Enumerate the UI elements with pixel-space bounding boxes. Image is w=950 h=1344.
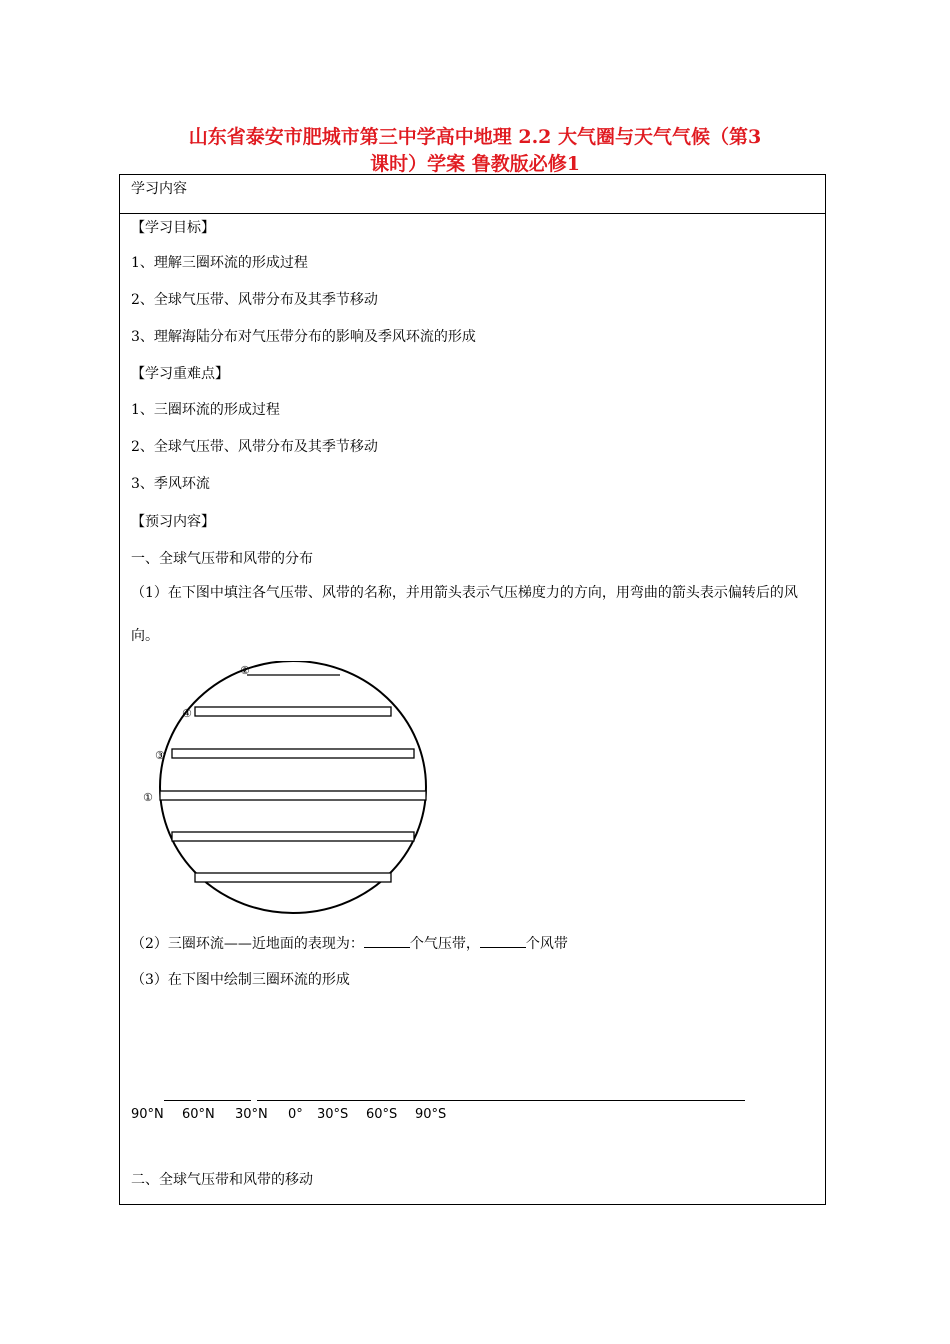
section-2-title: 二、全球气压带和风带的移动	[131, 1172, 313, 1188]
drawing-baseline-right	[257, 1100, 745, 1101]
header-divider	[120, 213, 825, 214]
q2-text-1: （2）三圈环流——近地面的表现为：	[131, 936, 364, 952]
section-1-title: 一、全球气压带和风带的分布	[131, 551, 313, 567]
lat-0: 0°	[288, 1107, 303, 1122]
drawing-baseline-left	[164, 1100, 251, 1101]
q2-text-3: 个风带	[525, 936, 568, 952]
marker-2: ②	[240, 664, 250, 677]
lat-90n: 90°N	[131, 1107, 164, 1122]
goal-item-2: 2、全球气压带、风带分布及其季节移动	[131, 292, 378, 308]
lat-60n: 60°N	[182, 1107, 215, 1122]
lat-90s: 90°S	[415, 1107, 447, 1122]
key-point-1: 1、三圈环流的形成过程	[131, 402, 280, 418]
lat-30n: 30°N	[235, 1107, 268, 1122]
key-points-heading: 【学习重难点】	[131, 366, 229, 382]
table-header: 学习内容	[131, 181, 187, 197]
question-2	[131, 933, 568, 954]
marker-4: ④	[182, 707, 192, 720]
goals-heading: 【学习目标】	[131, 220, 215, 236]
title-line-2: 课时）学案 鲁教版必修1	[370, 153, 580, 175]
lat-30s: 30°S	[317, 1107, 349, 1122]
belt-equator	[160, 791, 426, 800]
preview-heading: 【预习内容】	[131, 514, 215, 530]
question-1: （1）在下图中填注各气压带、风带的名称，并用箭头表示气压梯度力的方向，用弯曲的箭头表示偏转后的风向。	[131, 585, 798, 644]
belt-30n	[172, 749, 414, 758]
marker-1: ①	[143, 791, 153, 804]
key-point-2: 2、全球气压带、风带分布及其季节移动	[131, 439, 378, 455]
question-3: （3）在下图中绘制三圈环流的形成	[131, 972, 350, 988]
belt-60s	[195, 873, 391, 882]
q2-blank-1[interactable]	[364, 933, 410, 948]
lat-60s: 60°S	[366, 1107, 398, 1122]
goal-item-1: 1、理解三圈环流的形成过程	[131, 255, 308, 271]
marker-3: ③	[155, 749, 165, 762]
goal-item-3: 3、理解海陆分布对气压带分布的影响及季风环流的形成	[131, 329, 476, 345]
title-line-1: 山东省泰安市肥城市第三中学高中地理 2.2 大气圈与天气气候（第3	[188, 126, 762, 148]
q2-text-2: 个气压带，	[409, 936, 480, 952]
content-table	[119, 174, 826, 1205]
document-title	[120, 124, 830, 178]
q2-blank-2[interactable]	[480, 933, 526, 948]
globe-pressure-belt-diagram	[142, 661, 442, 931]
key-point-3: 3、季风环流	[131, 476, 210, 492]
belt-30s	[172, 832, 414, 841]
belt-60n	[195, 707, 391, 716]
